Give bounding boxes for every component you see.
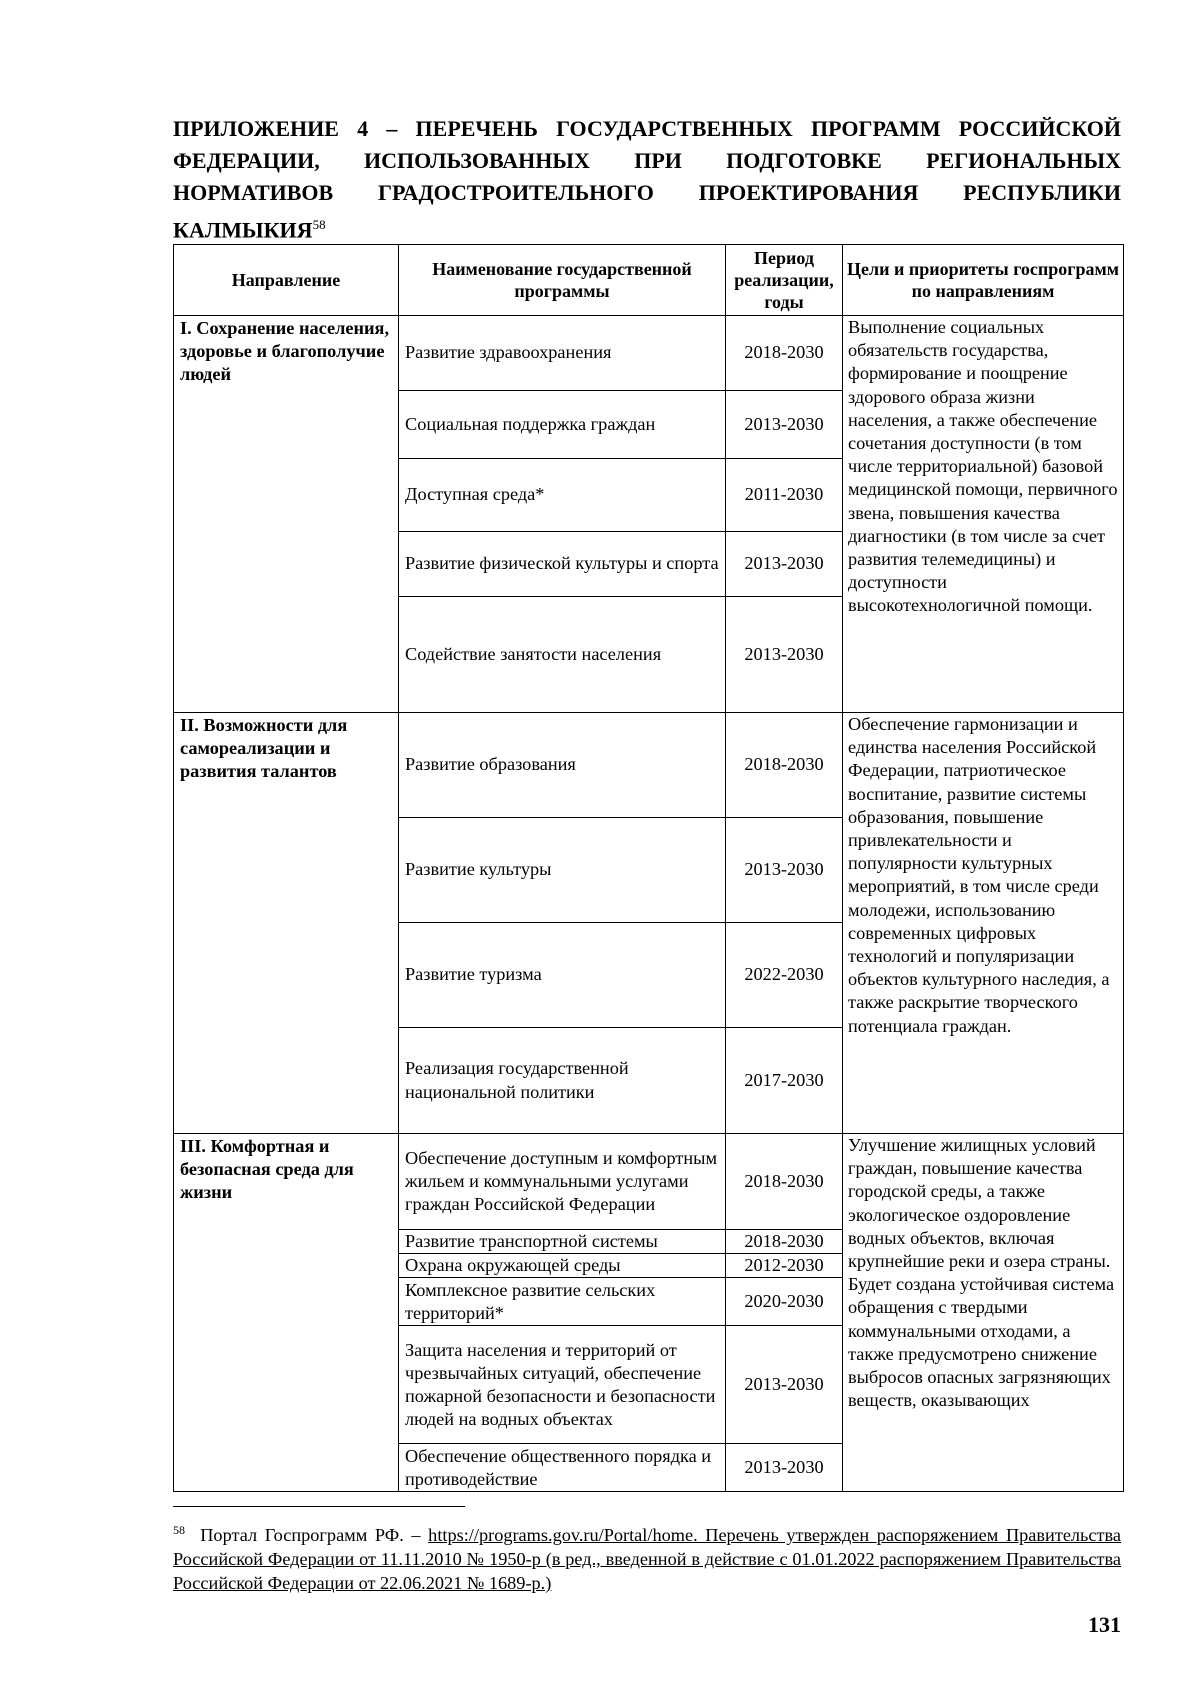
goals-cell: Выполнение социальных обязательств государства, формирование и поощрение здорового образа жизни населения, а также обеспечение сочетания доступности (в том числе территориальной) базовой медицинской помощи, первичного звена, повышения качества диагностики (в том числе за счет развития телемедицины) и доступности высокотехнологичной помощи. — [843, 316, 1124, 713]
heading-footnote-ref[interactable]: 58 — [312, 217, 326, 232]
program-period: 2013-2030 — [726, 597, 843, 713]
header-period: Период реализации, годы — [726, 245, 843, 316]
program-period: 2018-2030 — [726, 316, 843, 391]
program-period: 2013-2030 — [726, 1326, 843, 1444]
program-period: 2018-2030 — [726, 1230, 843, 1254]
goals-cell: Улучшение жилищных условий граждан, повышение качества городской среды, а также экологическое оздоровление водных объектов, включая крупнейшие реки и озера страны. Будет создана устойчивая система обращения с твердыми коммунальными отходами, а также предусмотрено снижение выбросов опасных загрязняющих веществ, оказывающих — [843, 1134, 1124, 1492]
appendix-heading — [173, 113, 1121, 246]
program-name: Содействие занятости населения — [399, 597, 726, 713]
program-period: 2020-2030 — [726, 1278, 843, 1326]
table-row — [174, 316, 1124, 391]
program-name: Обеспечение общественного порядка и противодействие — [399, 1444, 726, 1492]
direction-cell: III. Комфортная и безопасная среда для жизни — [174, 1134, 399, 1492]
program-period: 2011-2030 — [726, 459, 843, 532]
program-name: Охрана окружающей среды — [399, 1254, 726, 1278]
footnote-prefix: Портал Госпрограмм РФ. – — [200, 1525, 429, 1546]
footnote-text: . Перечень утвержден распоряжением Правительства Российской Федерации от 11.11.2010 № 1950-р (в ред., введенной в действие с 01.01.2022 распоряжением Правительства Российской Федерации от 22.06.2021 № 1689-р.) — [173, 1525, 1121, 1594]
page-number: 131 — [1088, 1612, 1121, 1637]
footnote — [173, 1518, 1121, 1595]
table-header-row — [174, 245, 1124, 316]
program-period: 2013-2030 — [726, 818, 843, 923]
program-period: 2013-2030 — [726, 1444, 843, 1492]
program-period: 2013-2030 — [726, 391, 843, 459]
program-name: Развитие туризма — [399, 923, 726, 1028]
program-period: 2018-2030 — [726, 713, 843, 818]
goals-cell: Обеспечение гармонизации и единства населения Российской Федерации, патриотическое воспитание, развитие системы образования, повышение привлекательности и популярности культурных мероприятий, в том числе среди молодежи, использованию современных цифровых технологий и популяризации объектов культурного наследия, а также раскрытие творческого потенциала граждан. — [843, 713, 1124, 1134]
programs-table — [173, 244, 1124, 1492]
program-period: 2013-2030 — [726, 532, 843, 597]
program-name: Развитие образования — [399, 713, 726, 818]
program-name: Развитие транспортной системы — [399, 1230, 726, 1254]
direction-cell: I. Сохранение населения, здоровье и благополучие людей — [174, 316, 399, 713]
table-row — [174, 1134, 1124, 1230]
program-name: Социальная поддержка граждан — [399, 391, 726, 459]
program-name: Реализация государственной национальной политики — [399, 1028, 726, 1134]
program-period: 2018-2030 — [726, 1134, 843, 1230]
footnote-link[interactable]: https://programs.gov.ru/Portal/home — [428, 1525, 694, 1546]
program-name: Развитие физической культуры и спорта — [399, 532, 726, 597]
direction-cell: II. Возможности для самореализации и развития талантов — [174, 713, 399, 1134]
program-name: Защита населения и территорий от чрезвычайных ситуаций, обеспечение пожарной безопасности и безопасности людей на водных объектах — [399, 1326, 726, 1444]
program-name: Развитие здравоохранения — [399, 316, 726, 391]
heading-text: ПРИЛОЖЕНИЕ 4 – ПЕРЕЧЕНЬ ГОСУДАРСТВЕННЫХ ПРОГРАММ РОССИЙСКОЙ ФЕДЕРАЦИИ, ИСПОЛЬЗОВАННЫХ ПРИ ПОДГОТОВКЕ РЕГИОНАЛЬНЫХ НОРМАТИВОВ ГРАДОСТРОИТЕЛЬНОГО ПРОЕКТИРОВАНИЯ РЕСПУБЛИКИ КАЛМЫКИЯ — [173, 116, 1121, 243]
program-period: 2022-2030 — [726, 923, 843, 1028]
table-row — [174, 713, 1124, 818]
header-program: Наименование государственной программы — [399, 245, 726, 316]
header-direction: Направление — [174, 245, 399, 316]
program-name: Доступная среда* — [399, 459, 726, 532]
footnote-divider — [173, 1506, 465, 1507]
program-name: Обеспечение доступным и комфортным жильем и коммунальными услугами граждан Российской Федерации — [399, 1134, 726, 1230]
program-period: 2012-2030 — [726, 1254, 843, 1278]
program-name: Развитие культуры — [399, 818, 726, 923]
program-name: Комплексное развитие сельских территорий* — [399, 1278, 726, 1326]
program-period: 2017-2030 — [726, 1028, 843, 1134]
header-goals: Цели и приоритеты госпрограмм по направлениям — [843, 245, 1124, 316]
footnote-number: 58 — [173, 1523, 185, 1537]
